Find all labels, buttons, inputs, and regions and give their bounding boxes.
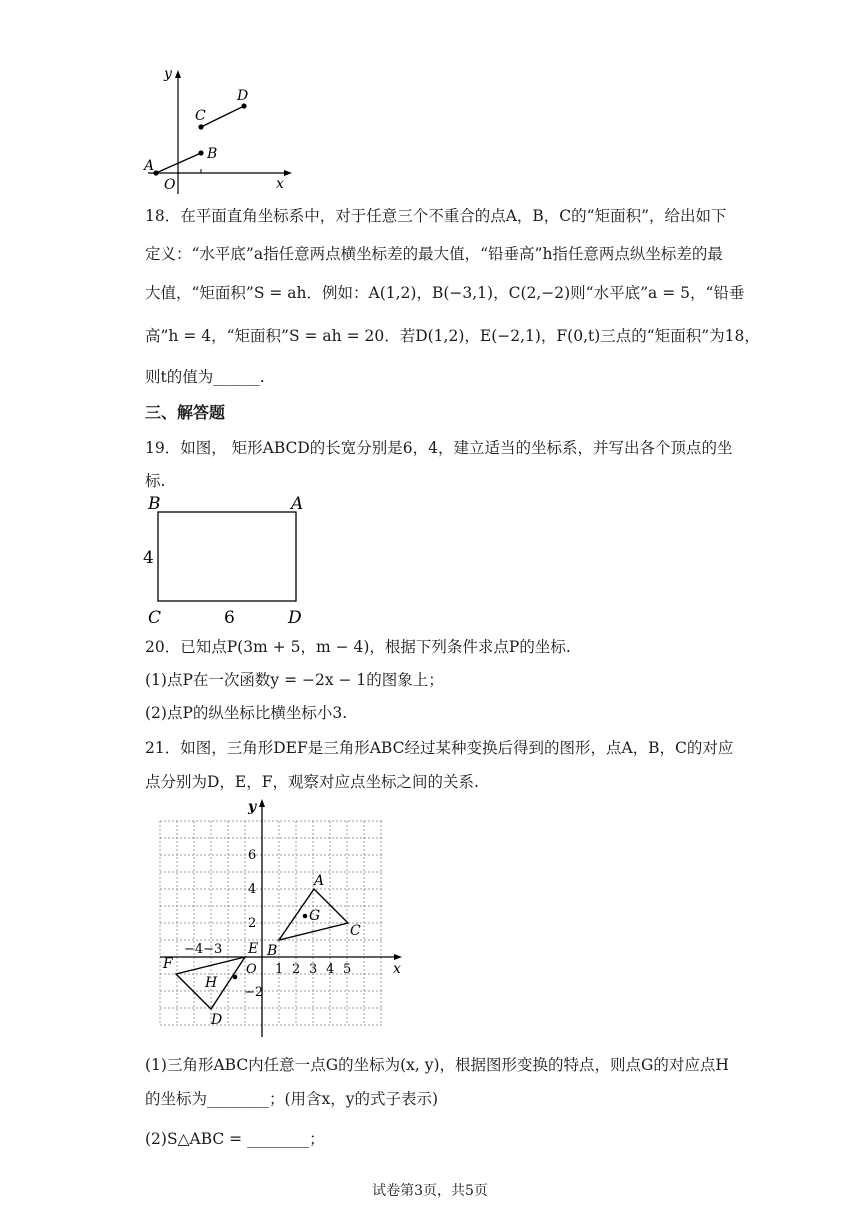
q21-point-d-label: D <box>211 1012 223 1028</box>
q21-x-tick-2: 2 <box>292 962 301 977</box>
q21-y-tick-neg-2: −2 <box>244 985 264 1000</box>
q21-point-e-label: E <box>248 941 259 957</box>
q21-x-ticks-negative: −4−3 <box>184 942 223 957</box>
q21-x-tick-3: 3 <box>309 962 318 977</box>
q21-origin-label: O <box>246 962 257 977</box>
q19-height-label: 4 <box>143 548 154 568</box>
q21-sub1-line-1: (1)三角形ABC内任意一点G的坐标为(x, y)，根据图形变换的特点，则点G的对应点H <box>145 1056 729 1074</box>
q19-width-label: 6 <box>224 608 235 628</box>
q18-line-1: 18．在平面直角坐标系中，对于任意三个不重合的点A，B，C的“矩面积”，给出如下 <box>145 207 727 225</box>
page-footer: 试卷第3页，共5页 <box>372 1183 488 1199</box>
q21-x-tick-5: 5 <box>343 962 352 977</box>
q17-point-a-label: A <box>144 158 155 174</box>
q19-label-d: D <box>288 608 302 628</box>
q21-sub1-line-2: 的坐标为________；(用含x，y的式子表示) <box>145 1090 439 1108</box>
q21-x-tick-4: 4 <box>326 962 335 977</box>
q20-line-3: (2)点P的纵坐标比横坐标小3. <box>145 704 348 722</box>
q19-label-a: A <box>291 494 304 514</box>
q19-line-1: 19．如图， 矩形ABCD的长宽分别是6，4，建立适当的坐标系，并写出各个顶点的坐 <box>145 439 733 457</box>
q17-y-axis-label: y <box>164 66 172 82</box>
q21-point-h-label: H <box>205 975 218 991</box>
q21-point-f-label: F <box>163 956 173 972</box>
q21-line-1: 21．如图，三角形DEF是三角形ABC经过某种变换后得到的图形，点A，B，C的对应 <box>145 739 734 757</box>
q18-line-3: 大值，“矩面积”S = ah．例如：A(1,2)，B(−3,1)，C(2,−2)则“水平底”a = 5，“铅垂 <box>145 284 745 302</box>
q21-y-tick-6: 6 <box>248 848 257 863</box>
q17-point-b-label: B <box>207 146 218 162</box>
q21-point-a-label: A <box>314 873 325 889</box>
q19-line-2: 标. <box>145 472 166 490</box>
section-3-title: 三、解答题 <box>145 403 226 422</box>
q21-x-tick-1: 1 <box>275 962 284 977</box>
q21-y-tick-4: 4 <box>248 882 257 897</box>
q21-sub2-line: (2)S△ABC = ________； <box>145 1130 325 1148</box>
q20-line-2: (1)点P在一次函数y = −2x − 1的图象上； <box>145 671 444 689</box>
q17-point-d-label: D <box>237 88 249 104</box>
q21-point-c-label: C <box>350 923 361 939</box>
q17-point-c-label: C <box>195 108 206 124</box>
q20-line-1: 20．已知点P(3m + 5，m − 4)，根据下列条件求点P的坐标. <box>145 638 571 656</box>
q19-label-c: C <box>148 608 162 628</box>
q19-label-b: B <box>148 494 161 514</box>
q19-rectangle-figure <box>140 490 320 630</box>
q17-coordinate-figure <box>140 62 300 197</box>
q18-line-5: 则t的值为______. <box>145 368 265 386</box>
q21-point-g-label: G <box>309 908 321 924</box>
q21-x-axis-label: x <box>393 961 401 977</box>
q21-point-b-label: B <box>267 943 278 959</box>
q21-line-2: 点分别为D，E，F，观察对应点坐标之间的关系. <box>145 773 479 791</box>
q17-origin-label: O <box>164 177 176 193</box>
q21-y-tick-2: 2 <box>248 916 257 931</box>
q17-x-axis-label: x <box>276 176 284 192</box>
q21-grid-figure <box>150 795 410 1040</box>
q21-y-axis-label: y <box>248 799 257 815</box>
q18-line-2: 定义：“水平底”a指任意两点横坐标差的最大值，“铅垂高”h指任意两点纵坐标差的最 <box>145 245 723 263</box>
q18-line-4: 高”h = 4，“矩面积”S = ah = 20．若D(1,2)，E(−2,1)，F(0,t)三点的“矩面积”为18， <box>145 327 760 345</box>
